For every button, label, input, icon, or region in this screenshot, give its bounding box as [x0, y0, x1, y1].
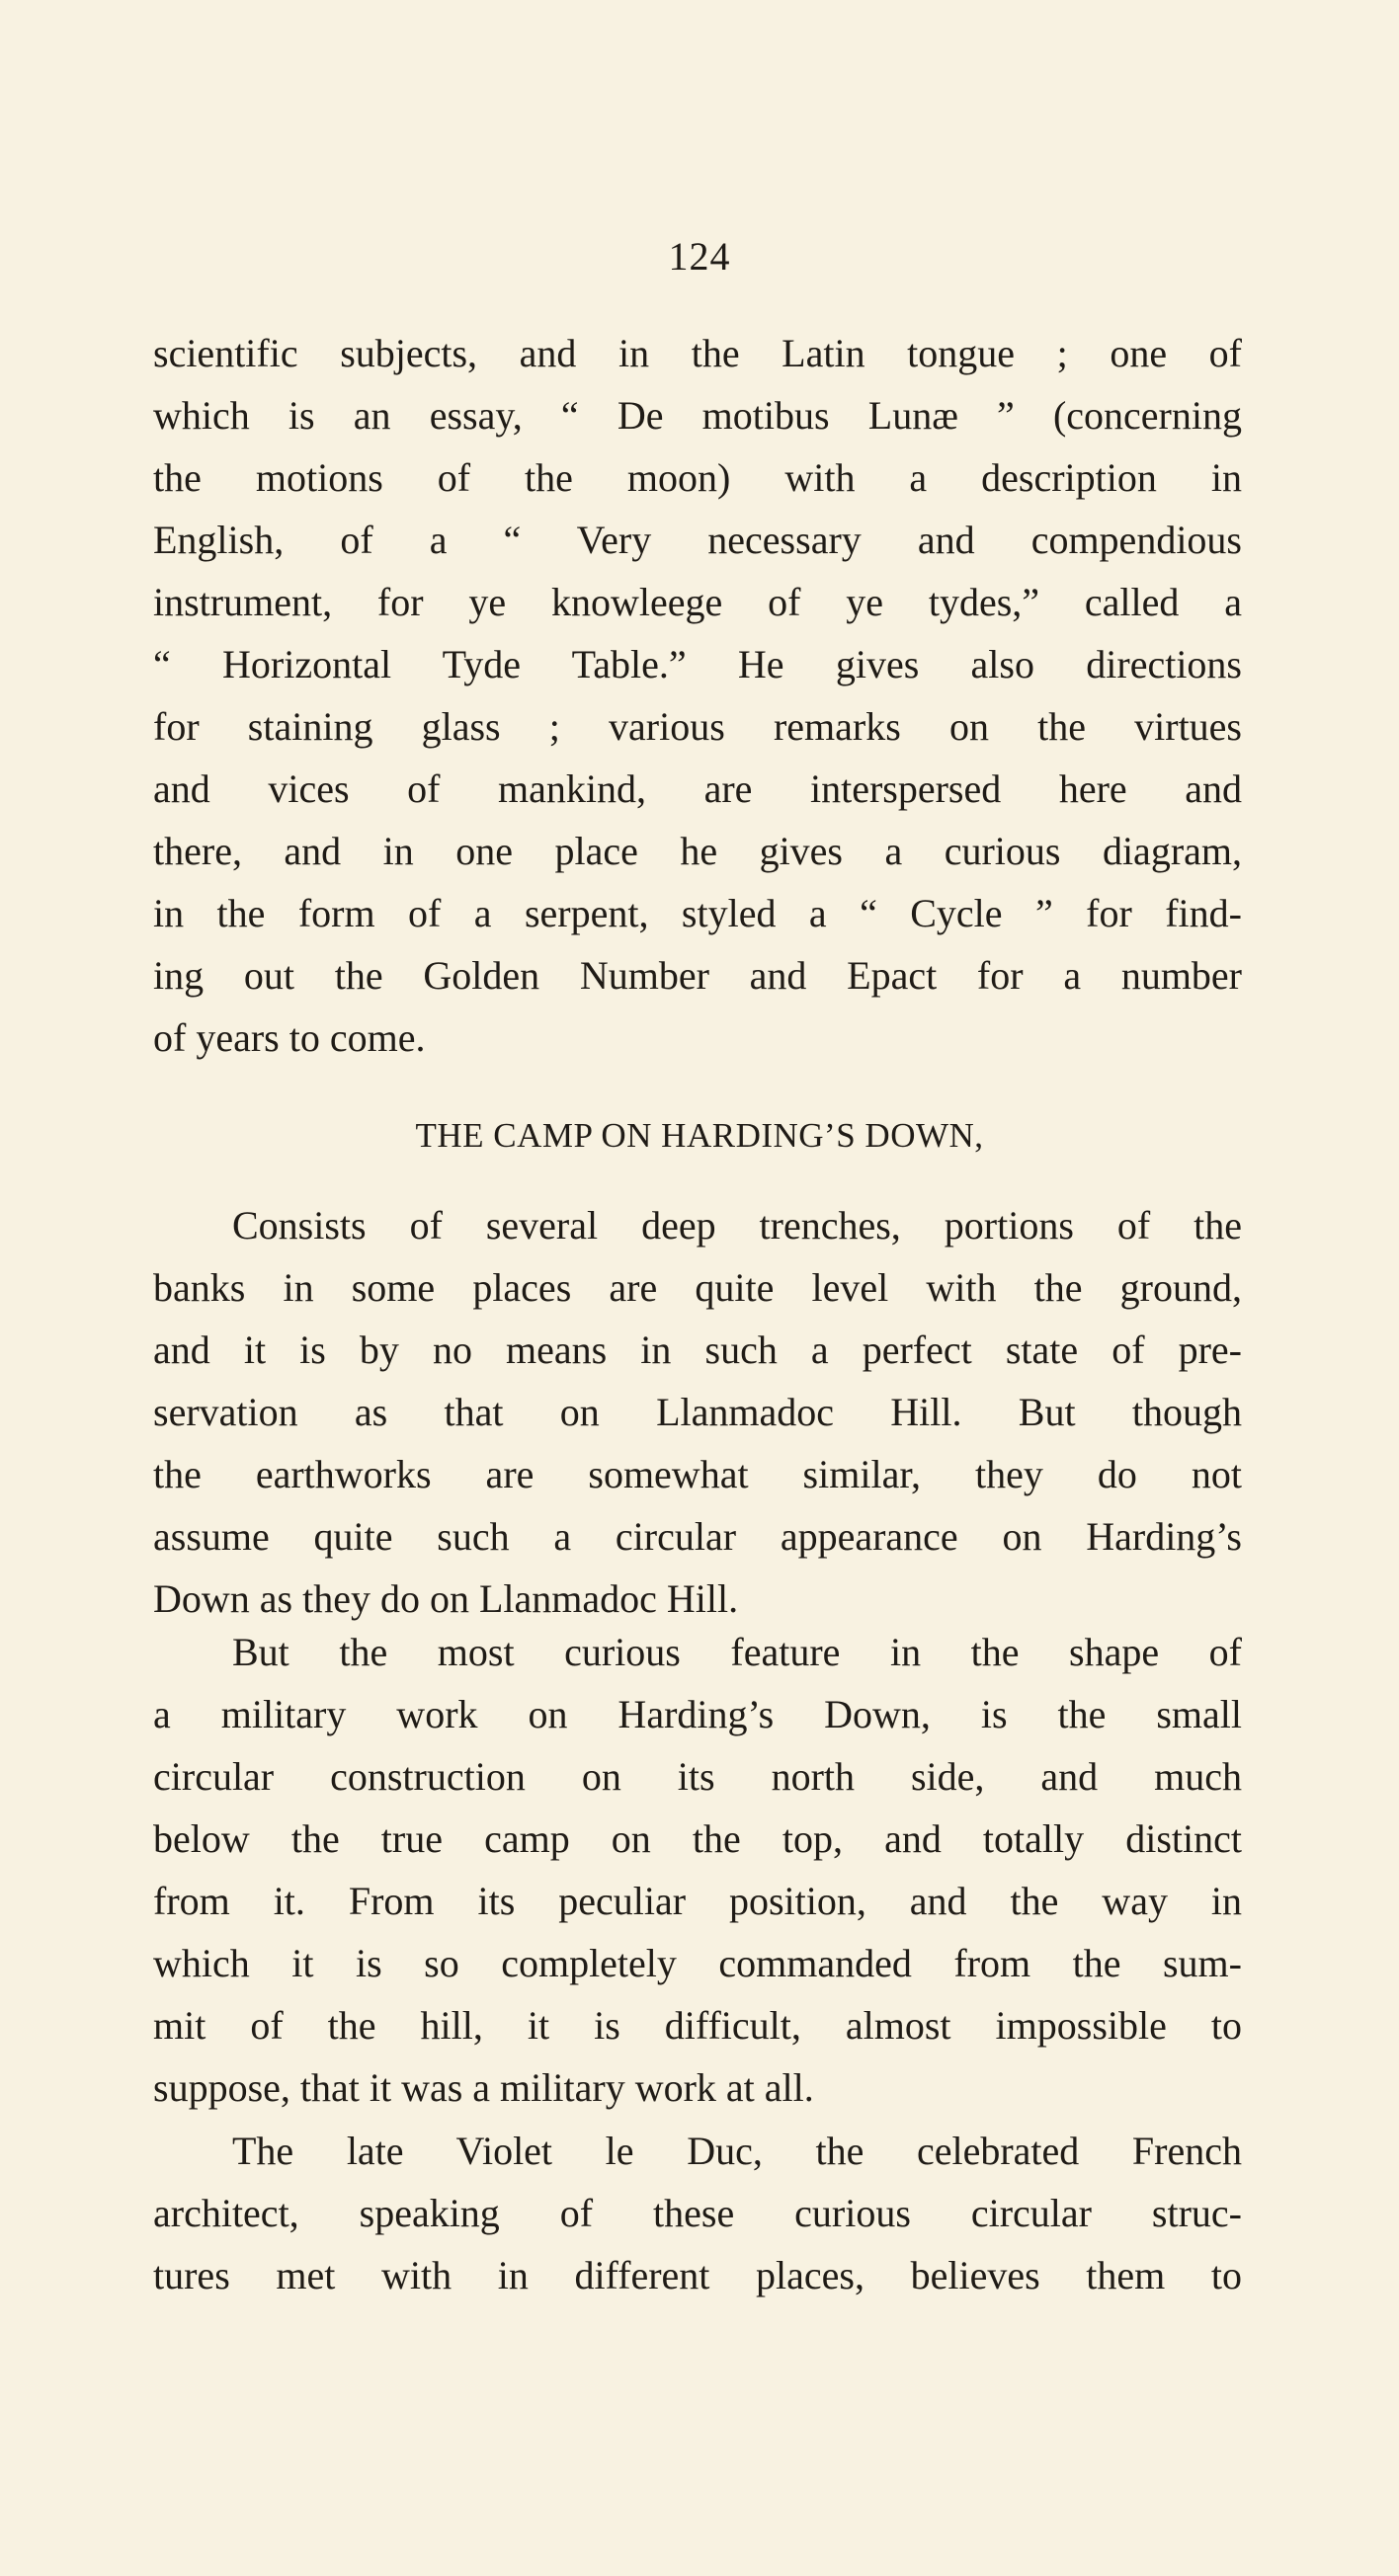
section-heading: THE CAMP ON HARDING’S DOWN,: [415, 1116, 984, 1155]
paragraph-2: [153, 1194, 1242, 1630]
text-line: servation as that on Llanmadoc Hill. But though: [153, 1390, 1242, 1434]
paragraph-3: [153, 1621, 1242, 2119]
paragraph-1: [153, 322, 1242, 1069]
text-line: suppose, that it was a military work at all.: [153, 2065, 814, 2110]
text-line: which it is so completely commanded from the sum-: [153, 1941, 1242, 1985]
text-line: circular construction on its north side, and much: [153, 1754, 1242, 1799]
page-number: 124: [668, 234, 731, 279]
text-line: and it is by no means in such a perfect state of pre-: [153, 1328, 1242, 1372]
text-line: English, of a “ Very necessary and compendious: [153, 518, 1242, 562]
text-line: for staining glass ; various remarks on the virtues: [153, 704, 1242, 749]
text-line: The late Violet le Duc, the celebrated French: [232, 2129, 1242, 2173]
text-line: banks in some places are quite level with the ground,: [153, 1265, 1242, 1310]
text-line: mit of the hill, it is difficult, almost impossible to: [153, 2003, 1242, 2048]
text-line: scientific subjects, and in the Latin tongue ; one of: [153, 331, 1242, 375]
text-line: architect, speaking of these curious circular struc-: [153, 2191, 1242, 2235]
text-line: in the form of a serpent, styled a “ Cycle ” for find-: [153, 891, 1242, 935]
text-line: which is an essay, “ De motibus Lunæ ” (concerning: [153, 393, 1242, 438]
text-line: there, and in one place he gives a curious diagram,: [153, 829, 1242, 873]
text-line: Consists of several deep trenches, portions of the: [232, 1203, 1242, 1248]
text-line: assume quite such a circular appearance on Harding’s: [153, 1514, 1242, 1559]
paragraph-4: [153, 2120, 1242, 2306]
text-line: “ Horizontal Tyde Table.” He gives also directions: [153, 642, 1242, 686]
text-line: the earthworks are somewhat similar, they do not: [153, 1452, 1242, 1496]
text-line: of years to come.: [153, 1015, 426, 1060]
text-line: a military work on Harding’s Down, is the small: [153, 1692, 1242, 1736]
text-line: and vices of mankind, are interspersed here and: [153, 766, 1242, 811]
text-line: the motions of the moon) with a description in: [153, 455, 1242, 500]
text-line: instrument, for ye knowleege of ye tydes,” called a: [153, 580, 1242, 624]
text-line: Down as they do on Llanmadoc Hill.: [153, 1576, 739, 1621]
text-line: below the true camp on the top, and totally distinct: [153, 1816, 1242, 1861]
text-line: tures met with in different places, believes them to: [153, 2253, 1242, 2297]
text-line: from it. From its peculiar position, and the way in: [153, 1879, 1242, 1923]
text-line: ing out the Golden Number and Epact for a number: [153, 953, 1242, 998]
text-line: But the most curious feature in the shape of: [232, 1630, 1242, 1674]
